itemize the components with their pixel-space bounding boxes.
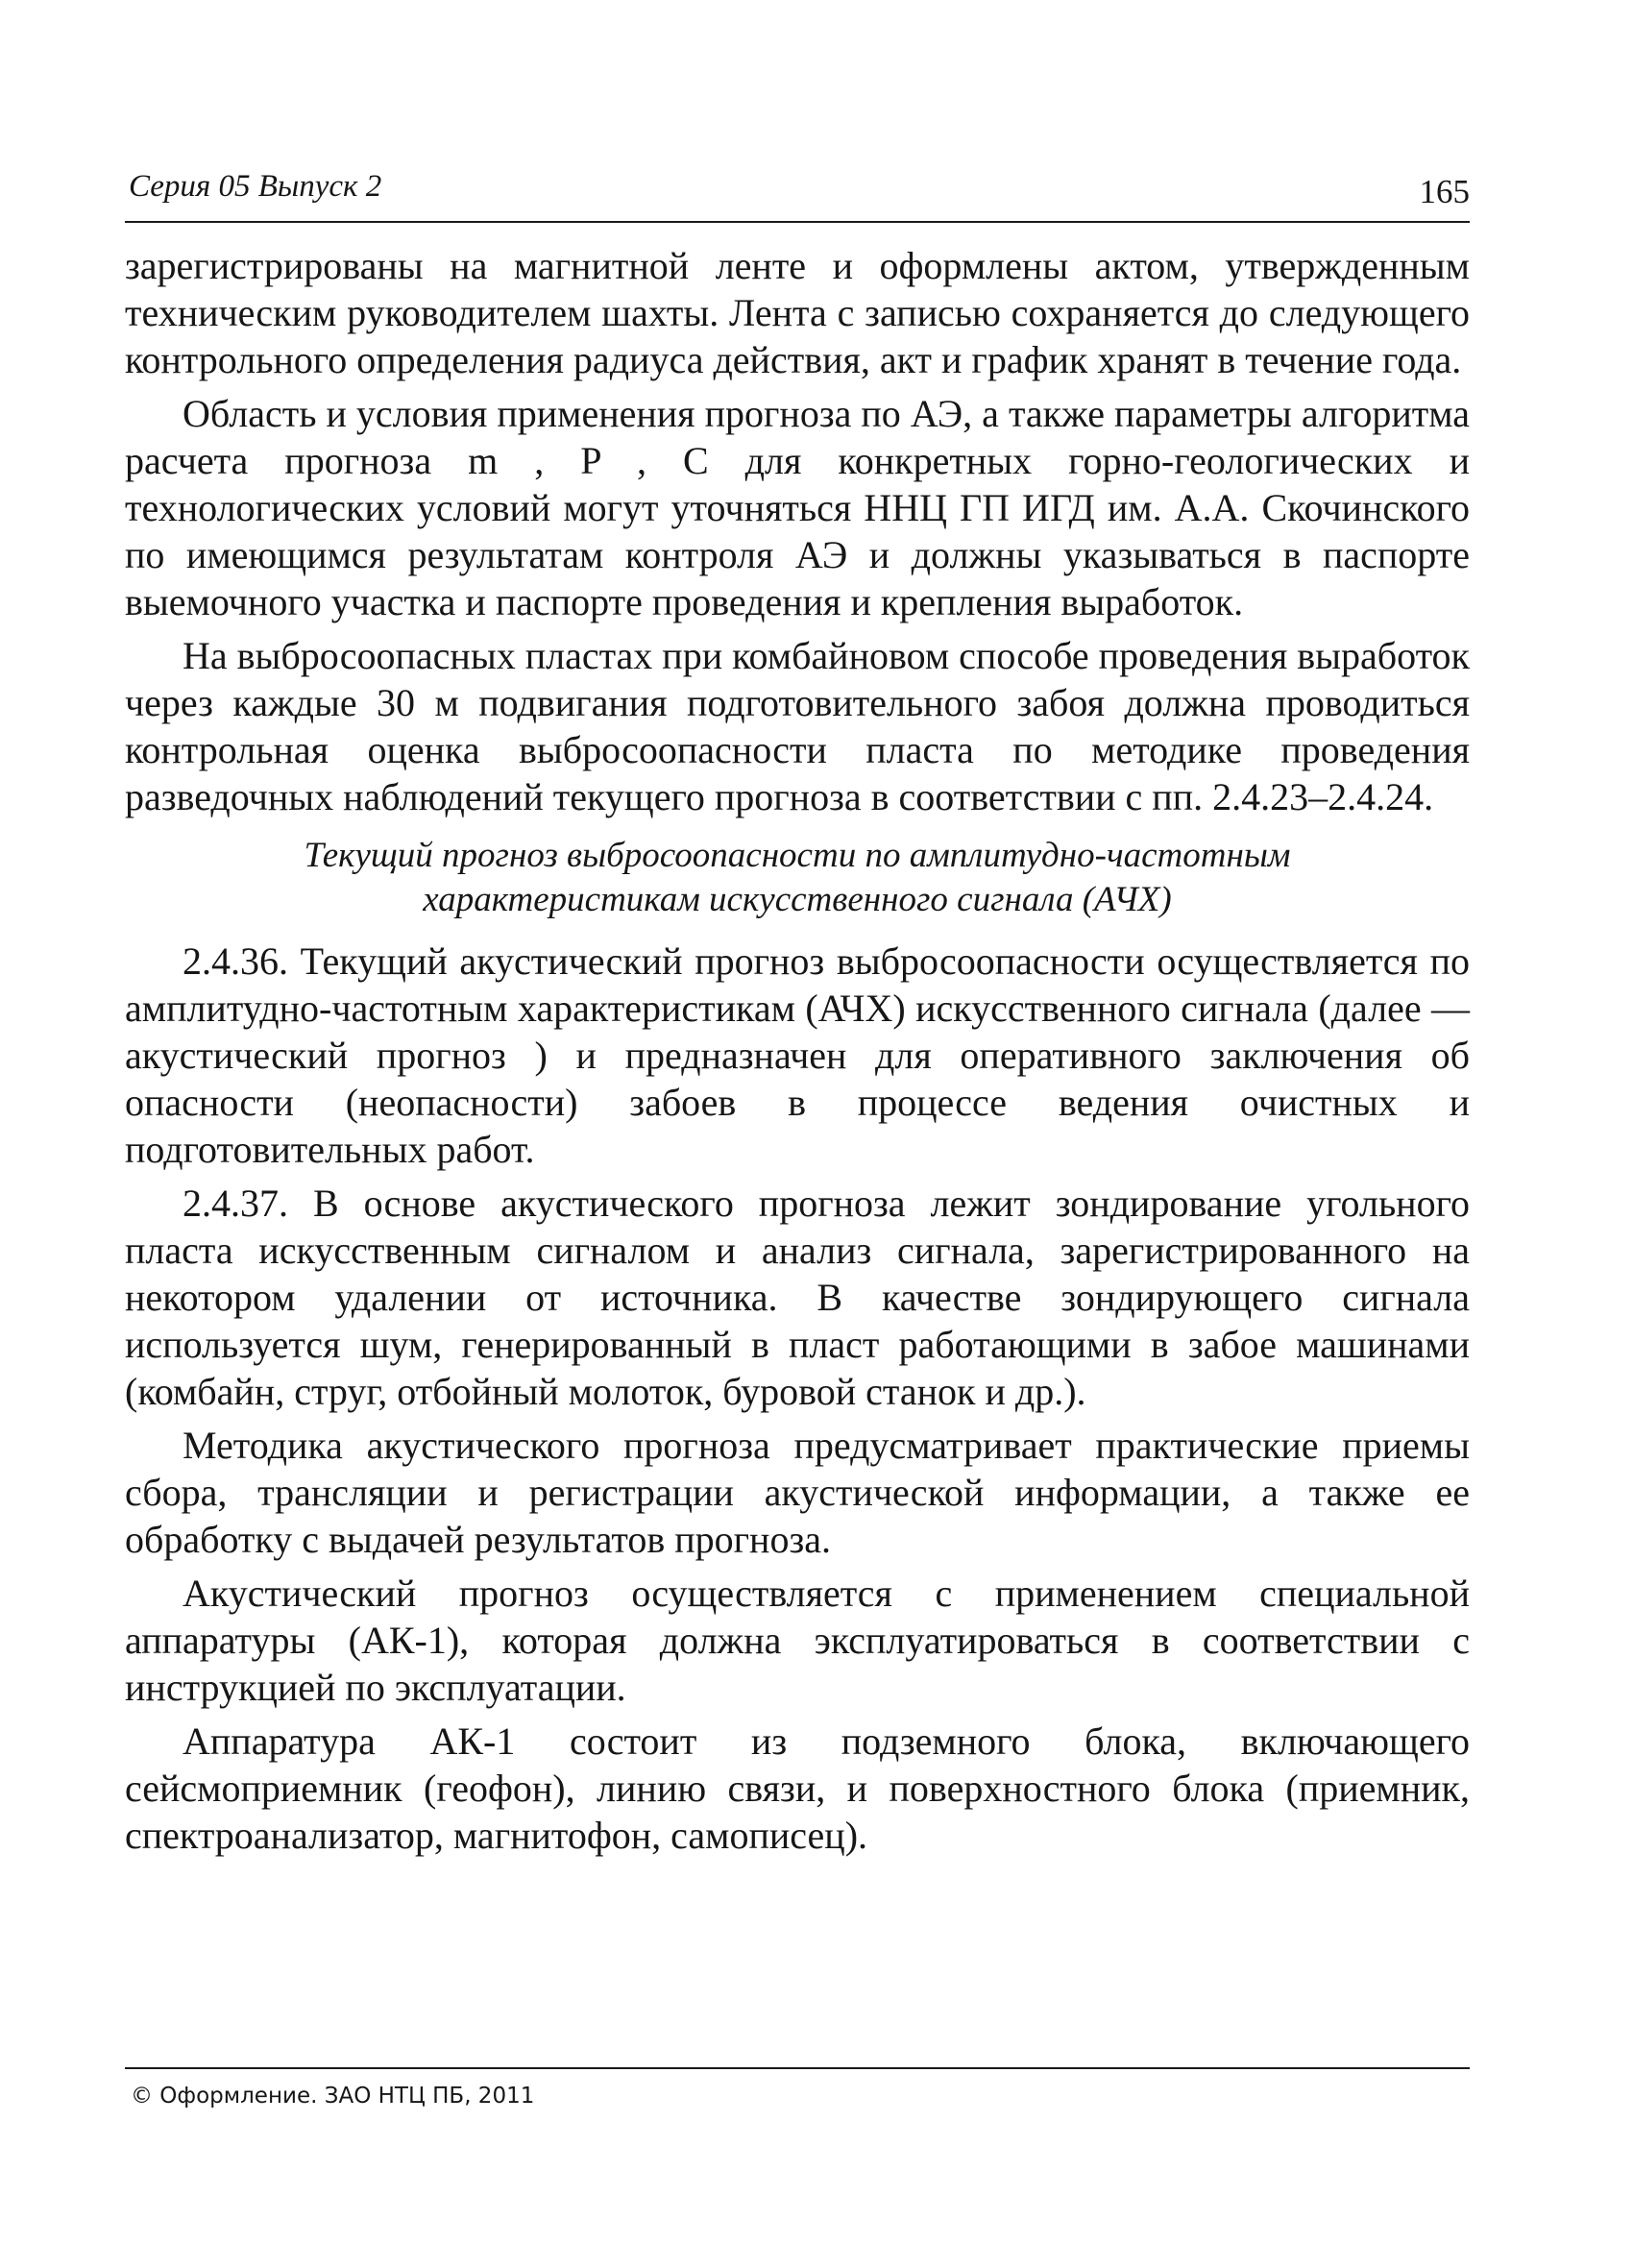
footer-divider <box>125 2067 1470 2069</box>
section-heading <box>125 834 1470 922</box>
document-body <box>125 242 1470 1859</box>
paragraph-equipment-ak1: Акустический прогноз осуществляется с применением специальной аппаратуры (АК-1), которая должна эксплуатироваться в соответствии с инструкцией по эксплуатации. <box>125 1572 1470 1709</box>
section-heading-line-2: характеристикам искусственного сигнала (АЧХ) <box>423 880 1172 919</box>
paragraph-methodology: Методика акустического прогноза предусматривает практические приемы сбора, трансляции и регистрации акустической информации, а также ее обработку с выдачей результатов прогноза. <box>125 1424 1470 1561</box>
paragraph-ak1-composition: Аппаратура АК-1 состоит из подземного блока, включающего сейсмоприемник (геофон), линию связи, и поверхностного блока (приемник, спектроанализатор, магнитофон, самописец). <box>125 1719 1470 1857</box>
paragraph-ae-forecast-conditions: Область и условия применения прогноза по АЭ, а также параметры алгоритма расчета прогноза m , P , C для конкретных горно-геологических и технологических условий могут уточняться ННЦ ГП ИГД им. А.А. Скочинского по имеющимся результатам контроля АЭ и должны указываться в паспорте выемочного участка и паспорте проведения и крепления выработок. <box>125 392 1470 623</box>
series-title: Серия 05 Выпуск 2 <box>129 169 382 204</box>
running-header <box>125 154 1470 211</box>
section-heading-line-1: Текущий прогноз выбросоопасности по амплитудно-частотным <box>304 836 1291 875</box>
paragraph-control-assessment: На выбросоопасных пластах при комбайновом способе проведения выработок через каждые 30 м подвигания подготовительного забоя должна проводиться контрольная оценка выбросоопасности пласта по методике проведения разведочных наблюдений текущего прогноза в соответствии с пп. 2.4.23–2.4.24. <box>125 634 1470 818</box>
paragraph-2-4-37: 2.4.37. В основе акустического прогноза лежит зондирование угольного пласта искусственным сигналом и анализ сигнала, зарегистрированного на некотором удалении от источника. В качестве зондирующего сигнала используется шум, генерированный в пласт работающими в забое машинами (комбайн, струг, отбойный молоток, буровой станок и др.). <box>125 1182 1470 1413</box>
footer-copyright: © Оформление. ЗАО НТЦ ПБ, 2011 <box>131 2084 535 2109</box>
paragraph-2-4-36: 2.4.36. Текущий акустический прогноз выбросоопасности осуществляется по амплитудно-частотным характеристикам (АЧХ) искусственного сигнала (далее — акустический прогноз ) и предназначен для оперативного заключения об опасности (неопасности) забоев в процессе ведения очистных и подготовительных работ. <box>125 939 1470 1171</box>
paragraph-continuation: зарегистрированы на магнитной ленте и оформлены актом, утвержденным техническим руководителем шахты. Лента с записью сохраняется до следующего контрольного определения радиуса действия, акт и график хранят в течение года. <box>125 244 1470 381</box>
document-page <box>125 144 1470 2161</box>
page-number: 165 <box>1419 173 1470 210</box>
header-divider <box>125 221 1470 223</box>
